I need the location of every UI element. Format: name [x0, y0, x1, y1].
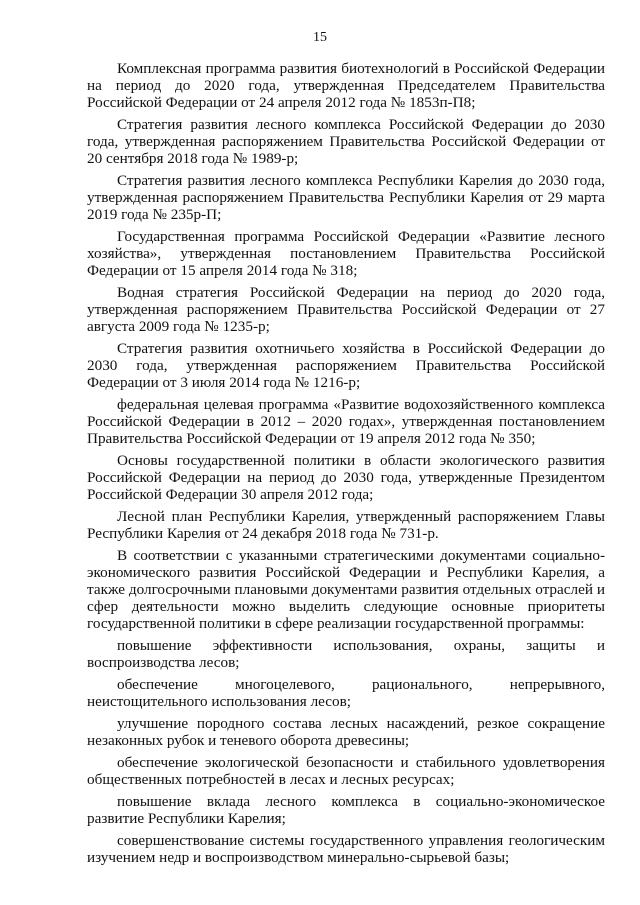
paragraph-priorities-intro: В соответствии с указанными стратегическими документами социально-экономического развития Российской Федерации и Республики Карелия, а также долгосрочными плановыми документами развития отдельных отраслей и сфер деятельности можно выделить следующие основные приоритеты государственной политики в сфере реализации государственной программы: [87, 547, 605, 632]
paragraph-forest-plan-karelia: Лесной план Республики Карелия, утвержденный распоряжением Главы Республики Карелия от 24 декабря 2018 года № 731-р. [87, 508, 605, 542]
paragraph-forest-strategy-rf: Стратегия развития лесного комплекса Российской Федерации до 2030 года, утвержденная распоряжением Правительства Российской Федерации от 20 сентября 2018 года № 1989-р; [87, 116, 605, 167]
priority-item: улучшение породного состава лесных насаждений, резкое сокращение незаконных рубок и теневого оборота древесины; [87, 715, 605, 749]
paragraph-biotech-program: Комплексная программа развития биотехнологий в Российской Федерации на период до 2020 года, утвержденная Председателем Правительства Российской Федерации от 24 апреля 2012 года № 1853п-П8; [87, 60, 605, 111]
paragraph-ecology-policy: Основы государственной политики в области экологического развития Российской Федерации на период до 2030 года, утвержденные Президентом Российской Федерации 30 апреля 2012 года; [87, 452, 605, 503]
paragraph-hunting-strategy: Стратегия развития охотничьего хозяйства в Российской Федерации до 2030 года, утвержденная распоряжением Правительства Российской Федерации от 3 июля 2014 года № 1216-р; [87, 340, 605, 391]
priority-item: обеспечение экологической безопасности и стабильного удовлетворения общественных потребностей в лесах и лесных ресурсах; [87, 754, 605, 788]
paragraph-water-strategy: Водная стратегия Российской Федерации на период до 2020 года, утвержденная распоряжением Правительства Российской Федерации от 27 августа 2009 года № 1235-р; [87, 284, 605, 335]
page-number: 15 [313, 30, 327, 45]
document-body [87, 60, 605, 871]
priority-item: совершенствование системы государственного управления геологическим изучением недр и воспроизводством минерально-сырьевой базы; [87, 832, 605, 866]
priority-item: повышение вклада лесного комплекса в социально-экономическое развитие Республики Карелия; [87, 793, 605, 827]
priority-item: повышение эффективности использования, охраны, защиты и воспроизводства лесов; [87, 637, 605, 671]
paragraph-water-federal-program: федеральная целевая программа «Развитие водохозяйственного комплекса Российской Федерации в 2012 – 2020 годах», утвержденная постановлением Правительства Российской Федерации от 19 апреля 2012 года № 350; [87, 396, 605, 447]
priority-item: обеспечение многоцелевого, рационального, непрерывного, неистощительного использования лесов; [87, 676, 605, 710]
paragraph-state-forest-program: Государственная программа Российской Федерации «Развитие лесного хозяйства», утвержденная постановлением Правительства Российской Федерации от 15 апреля 2014 года № 318; [87, 228, 605, 279]
paragraph-forest-strategy-karelia: Стратегия развития лесного комплекса Республики Карелия до 2030 года, утвержденная распоряжением Правительства Республики Карелия от 29 марта 2019 года № 235р-П; [87, 172, 605, 223]
